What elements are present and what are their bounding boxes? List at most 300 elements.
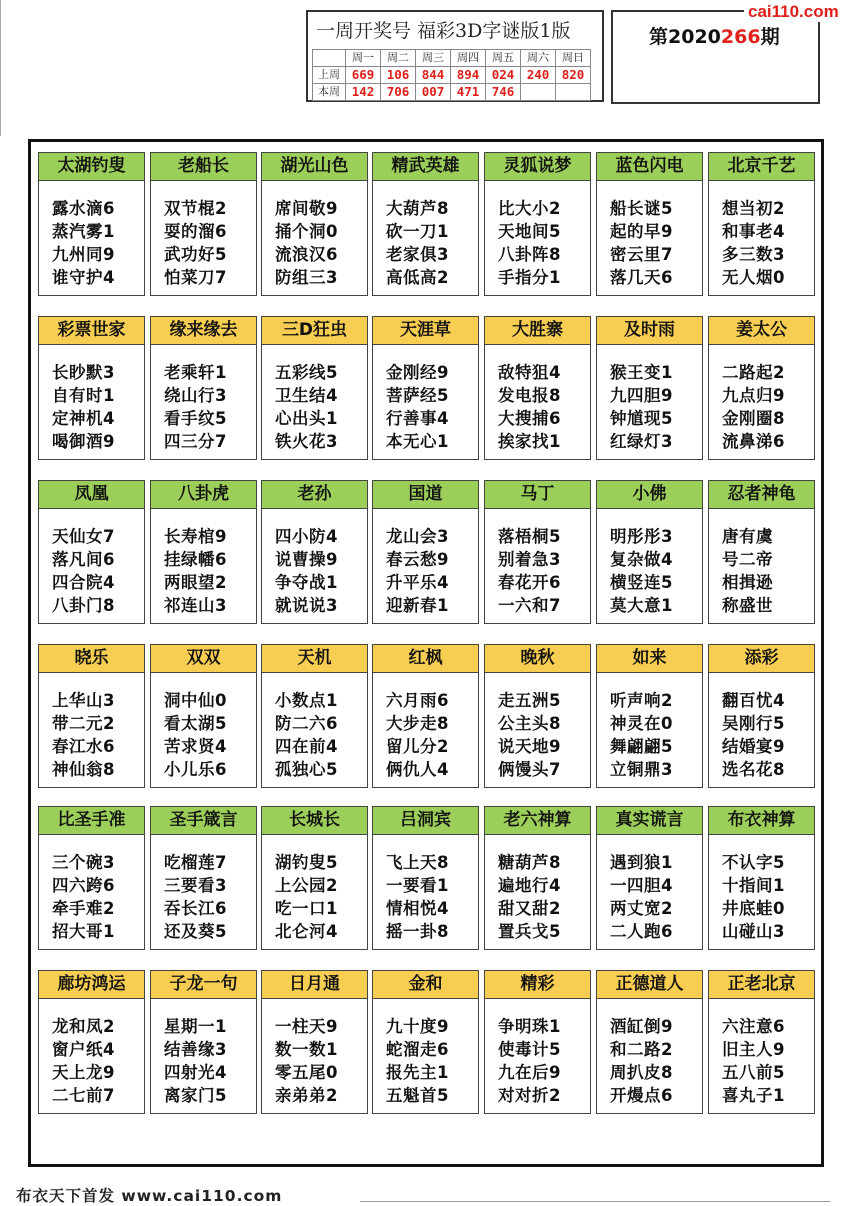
riddle-line: 心出头1 [275,409,338,428]
riddle-line: 酒缸倒9 [610,1017,673,1036]
draw-number: 844 [416,67,451,84]
riddle-line: 一四胆4 [610,876,673,895]
cell-title: 忍者神龟 [709,481,814,509]
riddle-line: 龙和凤2 [52,1017,115,1036]
riddle-line: 遍地行4 [498,876,561,895]
riddle-line: 谁守护4 [52,268,115,287]
riddle-line: 就说说3 [275,596,338,615]
riddle-line: 四小防4 [275,527,338,546]
riddle-line: 别着急3 [498,550,561,569]
panel-title: 一周开奖号 福彩3D字谜版1版 [316,20,571,42]
draw-number: 669 [346,67,381,84]
cell-title: 马丁 [485,481,590,509]
riddle-line: 双节棍2 [164,199,227,218]
riddle-line: 大搜捕6 [498,409,561,428]
riddle-line: 露水滴6 [52,199,115,218]
riddle-cell [372,644,479,788]
day-header: 周四 [451,50,486,67]
cell-title: 北京千艺 [709,153,814,181]
riddle-line: 和事老4 [722,222,785,241]
riddle-line: 行善事4 [386,409,449,428]
cell-body [373,999,478,1107]
riddle-line: 天地间5 [498,222,561,241]
cell-body [373,509,478,617]
riddle-line: 九州同9 [52,245,115,264]
riddle-line: 立铜鼎3 [610,760,673,779]
riddle-line: 零五尾0 [275,1063,338,1082]
cell-body [485,181,590,289]
riddle-line: 吃一口1 [275,899,338,918]
riddle-line: 密云里7 [610,245,673,264]
cell-body [485,345,590,453]
riddle-line: 带二元2 [52,714,115,733]
riddle-cell [596,806,703,950]
cell-title: 三D狂虫 [262,317,367,345]
day-header: 周六 [521,50,556,67]
riddle-line: 两眼望2 [164,573,227,592]
riddle-cell [484,152,591,296]
riddle-line: 防二六6 [275,714,338,733]
cell-title: 凤凰 [39,481,144,509]
cell-body [709,673,814,781]
riddle-line: 亲弟弟2 [275,1086,338,1105]
cell-body [373,181,478,289]
riddle-line: 选名花8 [722,760,785,779]
cell-title: 晓乐 [39,645,144,673]
day-header: 周三 [416,50,451,67]
riddle-line: 无人烟0 [722,268,785,287]
cell-title: 正老北京 [709,971,814,999]
riddle-line: 听声响2 [610,691,673,710]
draw-number [556,84,591,101]
riddle-line: 开熳点6 [610,1086,673,1105]
cell-body [39,835,144,943]
riddle-line: 长寿棺9 [164,527,227,546]
cell-title: 小佛 [597,481,702,509]
cell-title: 精武英雄 [373,153,478,181]
cell-body [485,673,590,781]
riddle-line: 定神机4 [52,409,115,428]
cell-title: 布衣神算 [709,807,814,835]
cell-body [709,999,814,1107]
riddle-cell [261,316,368,460]
cell-body [597,509,702,617]
cell-title: 廊坊鸿运 [39,971,144,999]
riddle-cell [38,806,145,950]
riddle-line: 长眇默3 [52,363,115,382]
riddle-line: 喜丸子1 [722,1086,785,1105]
cell-body [262,345,367,453]
weekly-draw-panel [306,10,604,102]
cell-title: 红枫 [373,645,478,673]
riddle-cell [150,152,257,296]
riddle-line: 手指分1 [498,268,561,287]
riddle-line: 本无心1 [386,432,449,451]
riddle-line: 流鼻涕6 [722,432,785,451]
day-header: 周二 [381,50,416,67]
riddle-cell [596,480,703,624]
riddle-line: 神仙翁8 [52,760,115,779]
riddle-cell [484,644,591,788]
cell-body [597,999,702,1107]
cell-body [151,673,256,781]
riddle-line: 五魁首5 [386,1086,449,1105]
riddle-cell [484,970,591,1114]
draw-number: 007 [416,84,451,101]
riddle-line: 九十度9 [386,1017,449,1036]
day-header: 周日 [556,50,591,67]
riddle-line: 祁连山3 [164,596,227,615]
riddle-line: 公主头8 [498,714,561,733]
riddle-line: 船长谜5 [610,199,673,218]
riddle-cell [596,316,703,460]
day-header: 周一 [346,50,381,67]
riddle-line: 湖钓叟5 [275,853,338,872]
riddle-line: 大步走8 [386,714,449,733]
cell-title: 太湖钓叟 [39,153,144,181]
cell-title: 如来 [597,645,702,673]
cell-title: 国道 [373,481,478,509]
riddle-line: 落几天6 [610,268,673,287]
cell-body [151,509,256,617]
riddle-line: 二路起2 [722,363,785,382]
riddle-line: 吴刚行5 [722,714,785,733]
cell-body [262,181,367,289]
riddle-line: 对对折2 [498,1086,561,1105]
cell-body [262,673,367,781]
riddle-line: 卫生结4 [275,386,338,405]
riddle-line: 两丈宽2 [610,899,673,918]
riddle-line: 钟馗现5 [610,409,673,428]
riddle-line: 争夺战1 [275,573,338,592]
cell-title: 灵狐说梦 [485,153,590,181]
cell-title: 缘来缘去 [151,317,256,345]
riddle-line: 砍一刀1 [386,222,449,241]
riddle-line: 金刚圈8 [722,409,785,428]
riddle-cell [484,806,591,950]
riddle-line: 称盛世 [722,596,773,615]
riddle-line: 想当初2 [722,199,785,218]
riddle-line: 铁火花3 [275,432,338,451]
riddle-line: 升平乐4 [386,573,449,592]
riddle-line: 老家俱3 [386,245,449,264]
row-label: 本周 [313,84,346,101]
riddle-line: 四六跨6 [52,876,115,895]
riddle-line: 猴王变1 [610,363,673,382]
cell-title: 八卦虎 [151,481,256,509]
riddle-cell [596,644,703,788]
riddle-line: 春江水6 [52,737,115,756]
cell-body [485,509,590,617]
riddle-line: 老乘轩1 [164,363,227,382]
cell-body [709,835,814,943]
draw-number [521,84,556,101]
riddle-line: 六月雨6 [386,691,449,710]
riddle-cell [708,806,815,950]
riddle-line: 洞中仙0 [164,691,227,710]
riddle-cell [372,970,479,1114]
cell-body [151,345,256,453]
cell-title: 彩票世家 [39,317,144,345]
riddle-cell [150,970,257,1114]
cell-body [597,345,702,453]
riddle-line: 三要看3 [164,876,227,895]
cell-title: 天机 [262,645,367,673]
riddle-line: 天上龙9 [52,1063,115,1082]
day-header: 周五 [486,50,521,67]
riddle-cell [38,970,145,1114]
riddle-line: 星期一1 [164,1017,227,1036]
riddle-cell [38,152,145,296]
riddle-line: 看手纹5 [164,409,227,428]
cell-title: 长城长 [262,807,367,835]
riddle-line: 发电报8 [498,386,561,405]
site-logo[interactable]: cai110.com [744,2,843,22]
riddle-line: 流浪汉6 [275,245,338,264]
riddle-cell [708,152,815,296]
riddle-cell [372,480,479,624]
riddle-line: 红绿灯3 [610,432,673,451]
riddle-line: 旧主人9 [722,1040,785,1059]
riddle-cell [261,480,368,624]
riddle-line: 还及葵5 [164,922,227,941]
riddle-line: 井底蛙0 [722,899,785,918]
riddle-cell [484,316,591,460]
riddle-line: 席间敬9 [275,199,338,218]
riddle-line: 苦求贤4 [164,737,227,756]
cell-body [373,835,478,943]
riddle-line: 横竖连5 [610,573,673,592]
riddle-line: 周扒皮8 [610,1063,673,1082]
riddle-line: 金刚经9 [386,363,449,382]
riddle-cell [708,316,815,460]
riddle-line: 四三分7 [164,432,227,451]
riddle-line: 二七前7 [52,1086,115,1105]
draw-number: 746 [486,84,521,101]
riddle-line: 俩仇人4 [386,760,449,779]
riddle-cell [708,644,815,788]
riddle-line: 迎新春1 [386,596,449,615]
riddle-cell [150,644,257,788]
riddle-line: 春云愁9 [386,550,449,569]
cell-body [709,181,814,289]
cell-body [151,835,256,943]
cell-title: 比圣手准 [39,807,144,835]
cell-body [709,345,814,453]
cell-title: 湖光山色 [262,153,367,181]
riddle-line: 春花开6 [498,573,561,592]
riddle-line: 莫大意1 [610,596,673,615]
riddle-line: 神灵在0 [610,714,673,733]
cell-body [597,181,702,289]
riddle-cell [38,480,145,624]
issue-number: 第2020266期 [649,26,780,48]
riddle-line: 落凡间6 [52,550,115,569]
riddle-line: 北仑河4 [275,922,338,941]
riddle-line: 十指间1 [722,876,785,895]
riddle-cell [150,806,257,950]
riddle-line: 相揖逊 [722,573,773,592]
riddle-line: 落梧桐5 [498,527,561,546]
riddle-line: 捅个洞0 [275,222,338,241]
cell-title: 老六神算 [485,807,590,835]
riddle-line: 挂绿幡6 [164,550,227,569]
riddle-line: 九四胆9 [610,386,673,405]
riddle-line: 糖葫芦8 [498,853,561,872]
riddle-line: 上公园2 [275,876,338,895]
riddle-line: 二人跑6 [610,922,673,941]
cell-body [373,673,478,781]
riddle-line: 看太湖5 [164,714,227,733]
issue-panel [611,10,820,104]
riddle-cell [596,970,703,1114]
riddle-line: 比大小2 [498,199,561,218]
cell-body [373,345,478,453]
cell-body [39,345,144,453]
riddle-cell [261,970,368,1114]
riddle-line: 八卦阵8 [498,245,561,264]
draw-number: 471 [451,84,486,101]
riddle-line: 起的早9 [610,222,673,241]
riddle-cell [150,316,257,460]
riddle-cell [38,644,145,788]
riddle-line: 蒸汽雾1 [52,222,115,241]
riddle-line: 菩萨经5 [386,386,449,405]
riddle-line: 摇一卦8 [386,922,449,941]
riddle-line: 吃榴莲7 [164,853,227,872]
cell-title: 添彩 [709,645,814,673]
riddle-line: 留儿分2 [386,737,449,756]
cell-title: 天涯草 [373,317,478,345]
riddle-line: 四合院4 [52,573,115,592]
riddle-line: 俩馒头7 [498,760,561,779]
cell-body [485,835,590,943]
riddle-line: 唐有虞 [722,527,773,546]
riddle-line: 和二路2 [610,1040,673,1059]
riddle-line: 四在前4 [275,737,338,756]
riddle-line: 四射光4 [164,1063,227,1082]
riddle-line: 大葫芦8 [386,199,449,218]
riddle-line: 结婚宴9 [722,737,785,756]
riddle-line: 敌特狙4 [498,363,561,382]
riddle-line: 喝御酒9 [52,432,115,451]
draw-number: 106 [381,67,416,84]
cell-title: 老孙 [262,481,367,509]
riddle-cell [261,644,368,788]
riddle-line: 号二帝 [722,550,773,569]
riddle-line: 小数点1 [275,691,338,710]
cell-body [151,999,256,1107]
draw-table [312,49,591,101]
riddle-line: 一六和7 [498,596,561,615]
table-row-last-week [313,67,591,84]
left-frame-line [0,0,1,136]
riddle-line: 挨家找1 [498,432,561,451]
riddle-line: 数一数1 [275,1040,338,1059]
riddle-line: 走五洲5 [498,691,561,710]
riddle-cell [484,480,591,624]
riddle-line: 高低高2 [386,268,449,287]
cell-body [262,835,367,943]
riddle-line: 武功好5 [164,245,227,264]
riddle-line: 飞上天8 [386,853,449,872]
cell-title: 姜太公 [709,317,814,345]
footer-divider [360,1201,830,1202]
cell-title: 双双 [151,645,256,673]
cell-title: 日月通 [262,971,367,999]
riddle-line: 三个碗3 [52,853,115,872]
riddle-line: 离家门5 [164,1086,227,1105]
cell-body [262,509,367,617]
riddle-line: 五彩线5 [275,363,338,382]
cell-title: 吕洞宾 [373,807,478,835]
cell-title: 老船长 [151,153,256,181]
footer-credit: 布衣天下首发 www.cai110.com [16,1187,283,1205]
riddle-cell [372,806,479,950]
riddle-line: 结善缘3 [164,1040,227,1059]
riddle-line: 翻百忧4 [722,691,785,710]
riddle-cell [708,480,815,624]
riddle-line: 招大哥1 [52,922,115,941]
cell-body [597,835,702,943]
riddle-line: 多三数3 [722,245,785,264]
cell-title: 蓝色闪电 [597,153,702,181]
riddle-line: 舞翩翩5 [610,737,673,756]
riddle-line: 六注意6 [722,1017,785,1036]
riddle-line: 报先主1 [386,1063,449,1082]
table-header-row [313,50,591,67]
cell-title: 真实谎言 [597,807,702,835]
draw-number: 142 [346,84,381,101]
cell-body [709,509,814,617]
cell-body [39,181,144,289]
riddle-line: 耍的溜6 [164,222,227,241]
riddle-line: 复杂做4 [610,550,673,569]
riddle-line: 明彤彤3 [610,527,673,546]
cell-title: 子龙一句 [151,971,256,999]
draw-number: 240 [521,67,556,84]
riddle-cell [261,152,368,296]
riddle-cell [38,316,145,460]
riddle-line: 怕菜刀7 [164,268,227,287]
riddle-line: 情相悦4 [386,899,449,918]
riddle-line: 争明珠1 [498,1017,561,1036]
riddle-cell [708,970,815,1114]
riddle-line: 九点归9 [722,386,785,405]
cell-title: 精彩 [485,971,590,999]
riddle-line: 说曹操9 [275,550,338,569]
cell-title: 大胜寨 [485,317,590,345]
cell-body [39,673,144,781]
cell-body [597,673,702,781]
draw-number: 706 [381,84,416,101]
riddle-line: 天仙女7 [52,527,115,546]
riddle-line: 自有时1 [52,386,115,405]
riddle-cell [261,806,368,950]
riddle-line: 甜又甜2 [498,899,561,918]
riddle-line: 一要看1 [386,876,449,895]
cell-title: 晚秋 [485,645,590,673]
row-label: 上周 [313,67,346,84]
riddle-line: 八卦门8 [52,596,115,615]
cell-body [151,181,256,289]
riddle-line: 绕山行3 [164,386,227,405]
riddle-line: 置兵戈5 [498,922,561,941]
riddle-cell [596,152,703,296]
riddle-cell [372,316,479,460]
cell-title: 圣手箴言 [151,807,256,835]
cell-body [485,999,590,1107]
